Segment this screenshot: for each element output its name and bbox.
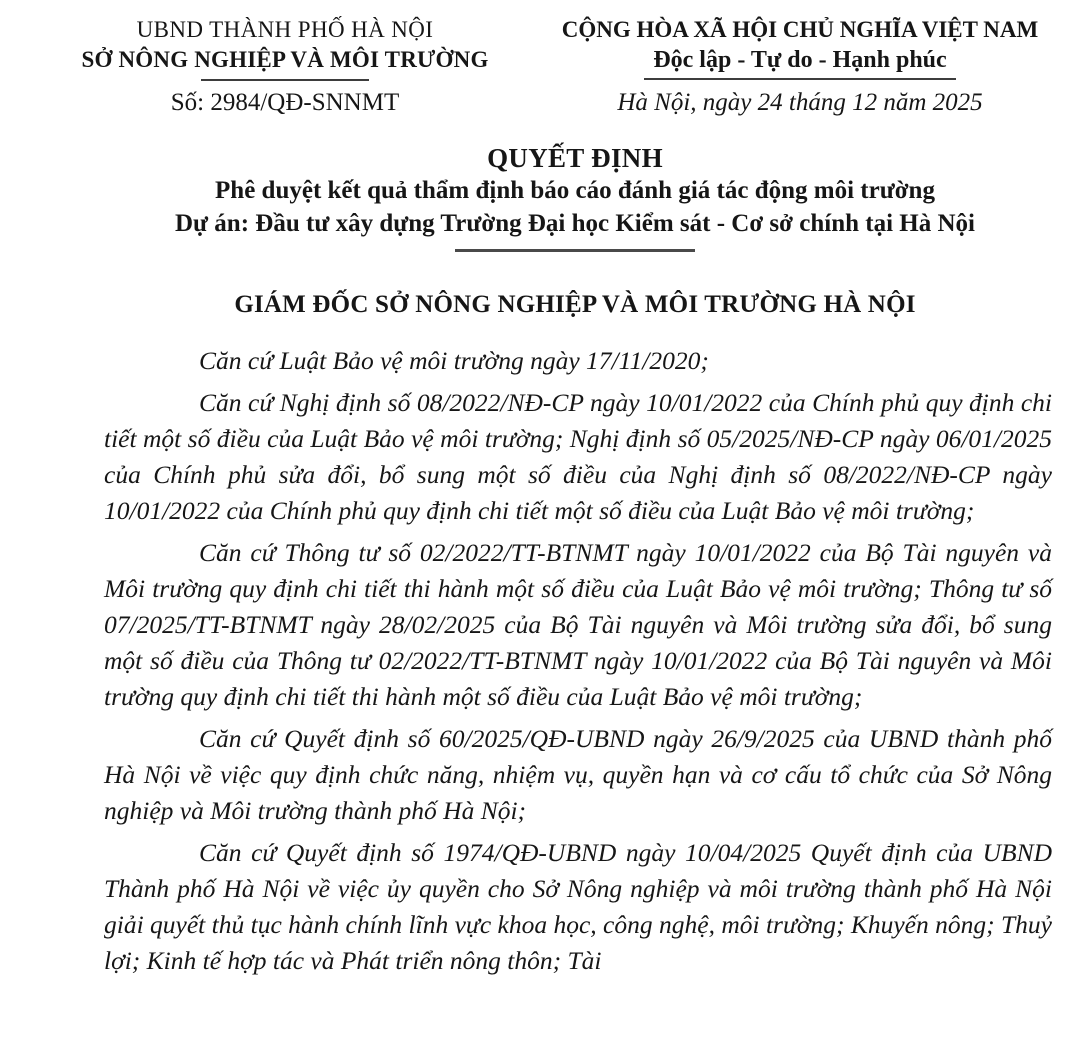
decision-title-block [95, 143, 1055, 252]
national-motto: Độc lập - Tự do - Hạnh phúc [653, 47, 947, 73]
document-header [0, 0, 1080, 117]
legal-basis-paragraph: Căn cứ Luật Bảo vệ môi trường ngày 17/11/2020; [199, 346, 709, 375]
place-and-date: Hà Nội, ngày 24 tháng 12 năm 2025 [617, 89, 983, 116]
agency-underline [201, 79, 369, 81]
issuing-authority-heading: GIÁM ĐỐC SỞ NÔNG NGHIỆP VÀ MÔI TRƯỜNG HÀ NỘI [234, 291, 916, 318]
legal-basis-paragraph: Căn cứ Quyết định số 1974/QĐ-UBND ngày 10/04/2025 Quyết định của UBND Thành phố Hà Nội về việc ủy quyền cho Sở Nông nghiệp và môi trường thành phố Hà Nội giải quyết thủ tục hành chính lĩnh vực khoa học, công nghệ, môi trường; Khuyến nông; Thuỷ lợi; Kinh tế hợp tác và Phát triển nông thôn; Tài [104, 838, 1052, 975]
national-header-block [550, 16, 1050, 117]
decision-subject-line1: Phê duyệt kết quả thẩm định báo cáo đánh giá tác động môi trường [215, 177, 935, 204]
legal-basis-paragraph: Căn cứ Nghị định số 08/2022/NĐ-CP ngày 10/01/2022 của Chính phủ quy định chi tiết một số điều của Luật Bảo vệ môi trường; Nghị định số 05/2025/NĐ-CP ngày 06/01/2025 của Chính phủ sửa đổi, bổ sung một số điều của Nghị định số 08/2022/NĐ-CP ngày 10/01/2022 của Chính phủ quy định chi tiết một số điều của Luật Bảo vệ môi trường; [104, 388, 1052, 525]
document-number: Số: 2984/QĐ-SNNMT [170, 89, 400, 116]
legal-basis-paragraph: Căn cứ Thông tư số 02/2022/TT-BTNMT ngày 10/01/2022 của Bộ Tài nguyên và Môi trường quy định chi tiết thi hành một số điều của Luật Bảo vệ môi trường; Thông tư số 07/2025/TT-BTNMT ngày 28/02/2025 của Bộ Tài nguyên và Môi trường sửa đổi, bổ sung một số điều của Thông tư 02/2022/TT-BTNMT ngày 10/01/2022 của Bộ Tài nguyên và Môi trường quy định chi tiết thi hành một số điều của Luật Bảo vệ môi trường; [104, 538, 1052, 711]
issuing-agency-name: SỞ NÔNG NGHIỆP VÀ MÔI TRƯỜNG [81, 47, 489, 72]
motto-underline [644, 78, 956, 80]
legal-basis-paragraph: Căn cứ Quyết định số 60/2025/QĐ-UBND ngày 26/9/2025 của UBND thành phố Hà Nội về việc quy định chức năng, nhiệm vụ, quyền hạn và cơ cấu tổ chức của Sở Nông nghiệp và Môi trường thành phố Hà Nội; [104, 724, 1052, 825]
document-body [104, 343, 1052, 979]
decision-label: QUYẾT ĐỊNH [487, 143, 663, 173]
title-underline [455, 249, 695, 252]
parent-agency-name: UBND THÀNH PHỐ HÀ NỘI [136, 17, 434, 42]
national-title: CỘNG HÒA XÃ HỘI CHỦ NGHĨA VIỆT NAM [561, 17, 1039, 42]
issuing-agency-block [35, 16, 535, 117]
decision-subject-line2: Dự án: Đầu tư xây dựng Trường Đại học Kiểm sát - Cơ sở chính tại Hà Nội [175, 210, 975, 237]
